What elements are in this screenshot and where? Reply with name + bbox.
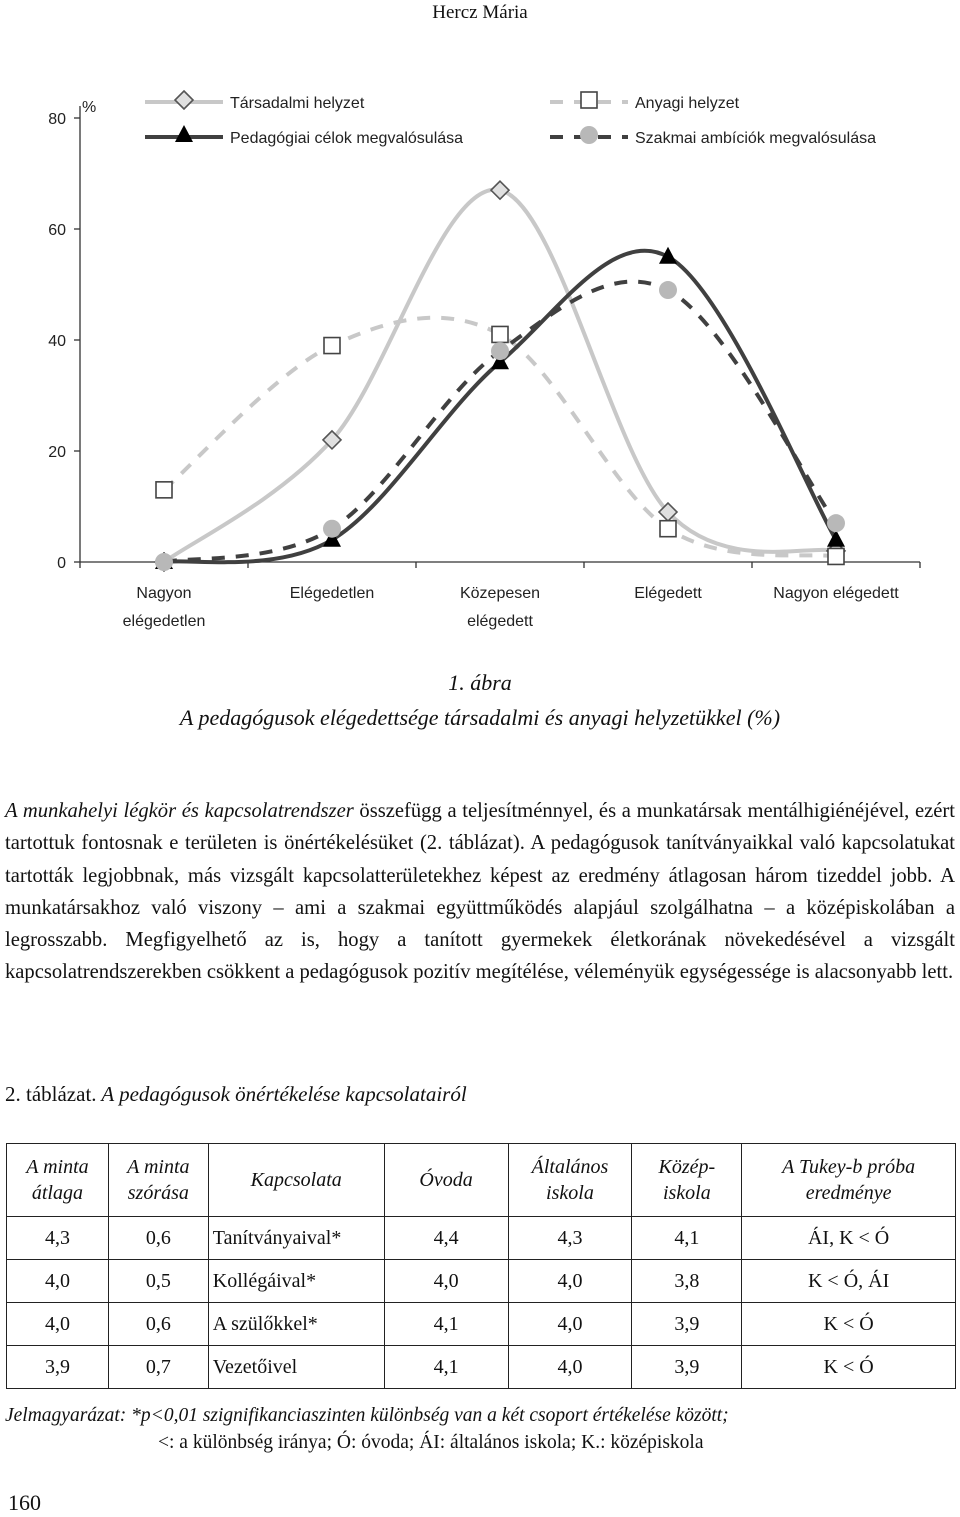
table-cell: 4,3	[7, 1217, 109, 1260]
table-cell: 4,3	[508, 1217, 632, 1260]
figure-title: A pedagógusok elégedettsége társadalmi és anyagi helyzetükkel (%)	[179, 705, 781, 730]
table-header-text: szórása	[127, 1182, 189, 1204]
table-note-line-1: Jelmagyarázat: *p<0,01 szignifikanciaszinten különbség van a két csoport értékelése között;	[5, 1405, 729, 1426]
table-caption-label: 2. táblázat.	[5, 1082, 97, 1106]
data-point-square	[828, 548, 844, 564]
table-header-text: A minta	[26, 1156, 89, 1178]
table-cell: 0,6	[108, 1303, 208, 1346]
legend-swatch-marker	[175, 91, 193, 109]
table-cell: 4,1	[384, 1303, 508, 1346]
table-cell: K < Ó	[742, 1303, 956, 1346]
table-cell: ÁI, K < Ó	[742, 1217, 956, 1260]
table-header-cell	[208, 1144, 384, 1217]
table-cell: 3,9	[7, 1346, 109, 1389]
table-cell: 0,6	[108, 1217, 208, 1260]
legend-label: Pedagógiai célok megvalósulása	[230, 130, 464, 147]
table-cell: 4,1	[384, 1346, 508, 1389]
table-header-cell	[7, 1144, 109, 1217]
legend-label: Társadalmi helyzet	[230, 95, 365, 112]
data-point-circle	[155, 553, 173, 571]
table-cell: A szülőkkel*	[208, 1303, 384, 1346]
table-cell: 0,7	[108, 1346, 208, 1389]
table-cell: 0,5	[108, 1260, 208, 1303]
table-cell: 4,0	[508, 1303, 632, 1346]
data-point-circle	[491, 342, 509, 360]
y-tick-label: 0	[57, 555, 66, 572]
x-tick-label: Elégedetlen	[289, 585, 375, 602]
table-row	[7, 1346, 956, 1389]
legend-label: Szakmai ambíciók megvalósulása	[635, 130, 876, 147]
table-cell: 4,0	[7, 1260, 109, 1303]
data-point-square	[156, 482, 172, 498]
table-header-text: eredménye	[805, 1182, 892, 1204]
chart-series-layer	[155, 181, 845, 571]
table-cell: 4,0	[384, 1260, 508, 1303]
x-tick-label: elégedett	[467, 613, 533, 630]
y-tick-label: 40	[48, 333, 66, 350]
x-tick-label: Közepesen	[459, 585, 541, 602]
page-number: 160	[8, 1490, 41, 1515]
table-row	[7, 1303, 956, 1346]
table-row	[7, 1217, 956, 1260]
table-note-line-2: <: a különbség iránya; Ó: óvoda; ÁI: általános iskola; K.: középiskola	[158, 1432, 704, 1453]
x-tick-label: Nagyon elégedett	[773, 585, 899, 602]
table-cell: 4,0	[508, 1346, 632, 1389]
table-cell: 3,9	[632, 1303, 742, 1346]
y-tick-label: 60	[48, 222, 66, 239]
y-tick-label: 20	[48, 444, 66, 461]
table-header-text: iskola	[546, 1182, 594, 1204]
body-italic-lead: A munkahelyi légkör és kapcsolatrendszer	[5, 800, 354, 822]
table-header-cell	[384, 1144, 508, 1217]
table-header-text: A minta	[127, 1156, 190, 1178]
table-header-text: Közép-	[658, 1156, 716, 1178]
legend-swatch-marker	[175, 125, 193, 142]
figure-number: 1. ábra	[448, 670, 512, 695]
data-point-circle	[827, 514, 845, 532]
table-header-text: Kapcsolata	[250, 1169, 342, 1191]
table-cell: K < Ó, ÁI	[742, 1260, 956, 1303]
table-cell: 4,0	[508, 1260, 632, 1303]
legend-label: Anyagi helyzet	[635, 95, 740, 112]
table-cell: 3,9	[632, 1346, 742, 1389]
table-cell: Kollégáival*	[208, 1260, 384, 1303]
table-cell: 4,4	[384, 1217, 508, 1260]
data-point-circle	[659, 281, 677, 299]
table-cell: 3,8	[632, 1260, 742, 1303]
body-paragraph	[5, 795, 955, 989]
series-line	[164, 190, 836, 562]
self-assessment-table	[6, 1143, 956, 1389]
y-axis-unit-label: %	[82, 99, 97, 116]
data-point-diamond	[491, 181, 509, 199]
table-header-cell	[508, 1144, 632, 1217]
table-header-text: iskola	[662, 1182, 711, 1204]
table-cell: 4,0	[7, 1303, 109, 1346]
legend-swatch-marker	[581, 92, 597, 108]
chart-legend	[145, 91, 876, 147]
table-cell: 4,1	[632, 1217, 742, 1260]
table-cell: Vezetőivel	[208, 1346, 384, 1389]
body-paragraph-text: összefügg a teljesítménnyel, és a munkatársak mentálhigiénéjével, ezért tartottuk fontosnak e területen is önértékelésüket (2. táblázat). A pedagógusok tanítványaikkal való kapcsolatukat tartották legjobbnak, más vizsgált kapcsolatterületekhez képest az eredmény átlagosan három tizeddel jobb. A munkatársakhoz való viszony – ami a szakmai együttműködés alapjául szolgálhatna – a középiskolában a legrosszabb. Megfigyelhető az is, hogy a tanított gyermekek életkorának növekedésével a vizsgált kapcsolatrendszerekben csökkent a pedagógusok pozitív megítélése, véleményük egységessége is alacsonyabb lett.	[5, 800, 955, 984]
table-caption-title: A pedagógusok önértékelése kapcsolatairól	[96, 1082, 467, 1106]
table-cell: K < Ó	[742, 1346, 956, 1389]
table-header-text: Óvoda	[419, 1169, 473, 1191]
data-point-circle	[323, 520, 341, 538]
series-line	[164, 251, 836, 562]
table-header-cell	[108, 1144, 208, 1217]
table-header-row	[7, 1144, 956, 1217]
table-cell: Tanítványaival*	[208, 1217, 384, 1260]
table-header-cell	[742, 1144, 956, 1217]
legend-swatch-marker	[580, 126, 598, 144]
satisfaction-line-chart	[0, 70, 960, 650]
table-header-cell	[632, 1144, 742, 1217]
data-point-square	[660, 521, 676, 537]
table-row	[7, 1260, 956, 1303]
table-caption	[5, 1082, 467, 1107]
data-point-square	[492, 326, 508, 342]
running-head: Hercz Mária	[432, 2, 528, 23]
table-header-text: A Tukey-b próba	[782, 1156, 916, 1178]
x-tick-label: Nagyon	[136, 585, 192, 602]
table-header-text: átlaga	[31, 1182, 83, 1204]
x-tick-label: elégedetlen	[122, 613, 206, 630]
data-point-square	[324, 338, 340, 354]
x-tick-label: Elégedett	[634, 585, 702, 602]
y-tick-label: 80	[48, 111, 66, 128]
table-header-text: Általános	[531, 1156, 609, 1178]
series-line	[164, 282, 836, 562]
